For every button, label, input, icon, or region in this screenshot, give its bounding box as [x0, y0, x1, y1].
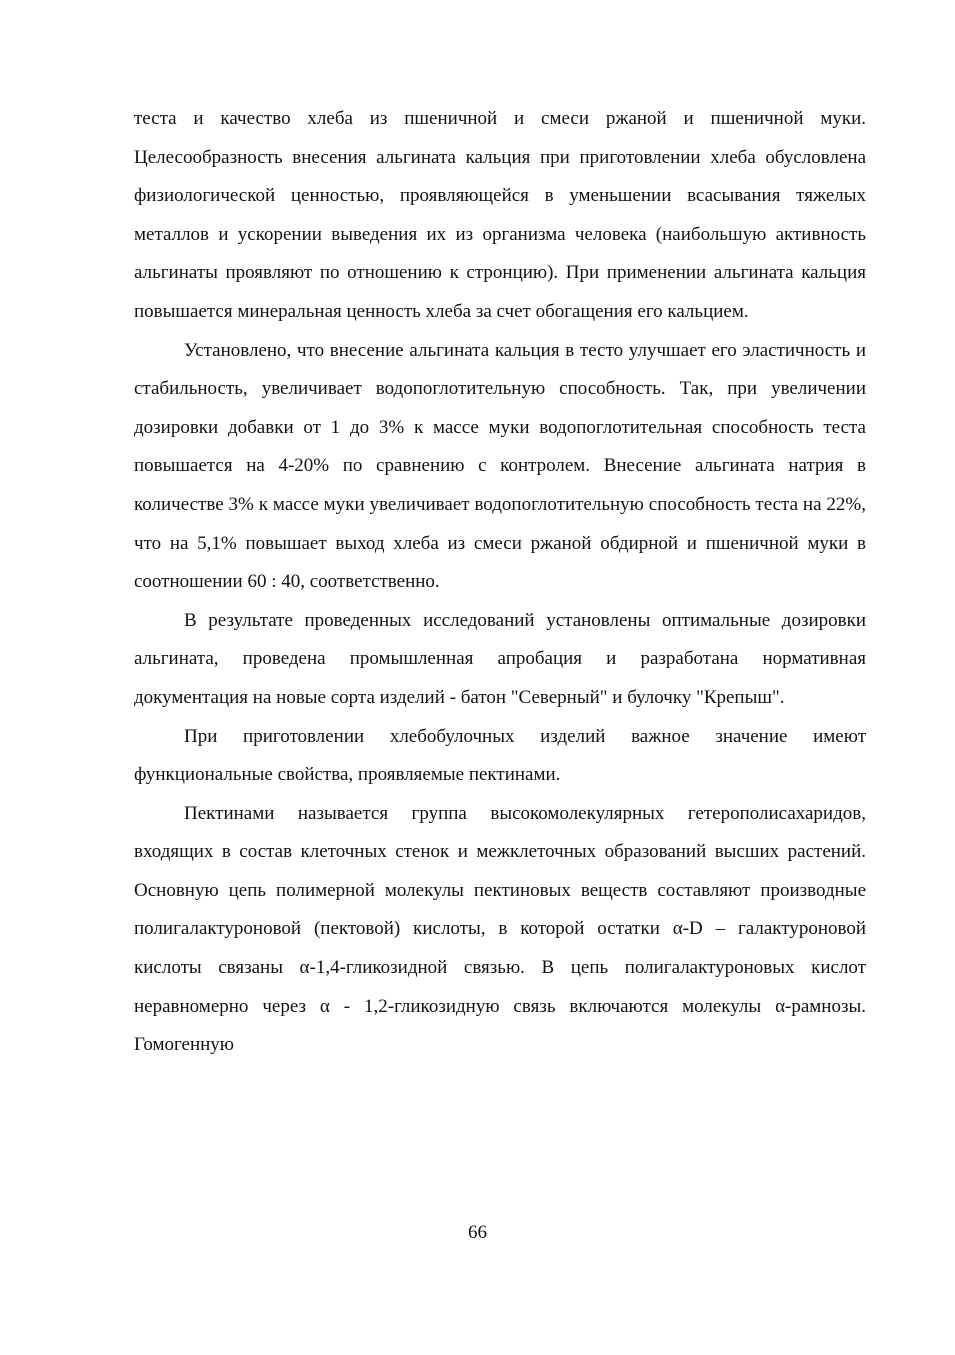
- body-text: [134, 100, 866, 1065]
- paragraph-3: В результате проведенных исследований установлены оптимальные дозировки альгината, проведена промышленная апробация и разработана нормативная документация на новые сорта изделий - батон "Северный" и булочку "Крепыш".: [134, 609, 866, 708]
- paragraph-2: Установлено, что внесение альгината кальция в тесто улучшает его эластичность и стабильность, увеличивает водопоглотительную способность. Так, при увеличении дозировки добавки от 1 до 3% к массе муки водопоглотительная способность теста повышается на 4-20% по сравнению с контролем. Внесение альгината натрия в количестве 3% к массе муки увеличивает водопоглотительную способность теста на 22%, что на 5,1% повышает выход хлеба из смеси ржаной обдирной и пшеничной муки в соотношении 60 : 40, соответственно.: [134, 339, 866, 593]
- paragraph-4: При приготовлении хлебобулочных изделий важное значение имеют функциональные свойства, проявляемые пектинами.: [134, 725, 866, 786]
- paragraph-1: теста и качество хлеба из пшеничной и смеси ржаной и пшеничной муки. Целесообразность внесения альгината кальция при приготовлении хлеба обусловлена физиологической ценностью, проявляющейся в уменьшении всасывания тяжелых металлов и ускорении выведения их из организма человека (наибольшую активность альгинаты проявляют по отношению к стронцию). При применении альгината кальция повышается минеральная ценность хлеба за счет обогащения его кальцием.: [134, 108, 866, 322]
- paragraph-5: Пектинами называется группа высокомолекулярных гетерополисахаридов, входящих в состав клеточных стенок и межклеточных образований высших растений. Основную цепь полимерной молекулы пектиновых веществ составляют производные полигалактуроновой (пектовой) кислоты, в которой остатки α-D – галактуроновой кислоты связаны α-1,4-гликозидной связью. В цепь полигалактуроновых кислот неравномерно через α - 1,2-гликозидную связь включаются молекулы α-рамнозы. Гомогенную: [134, 802, 866, 1056]
- page-number: 66: [468, 1222, 487, 1243]
